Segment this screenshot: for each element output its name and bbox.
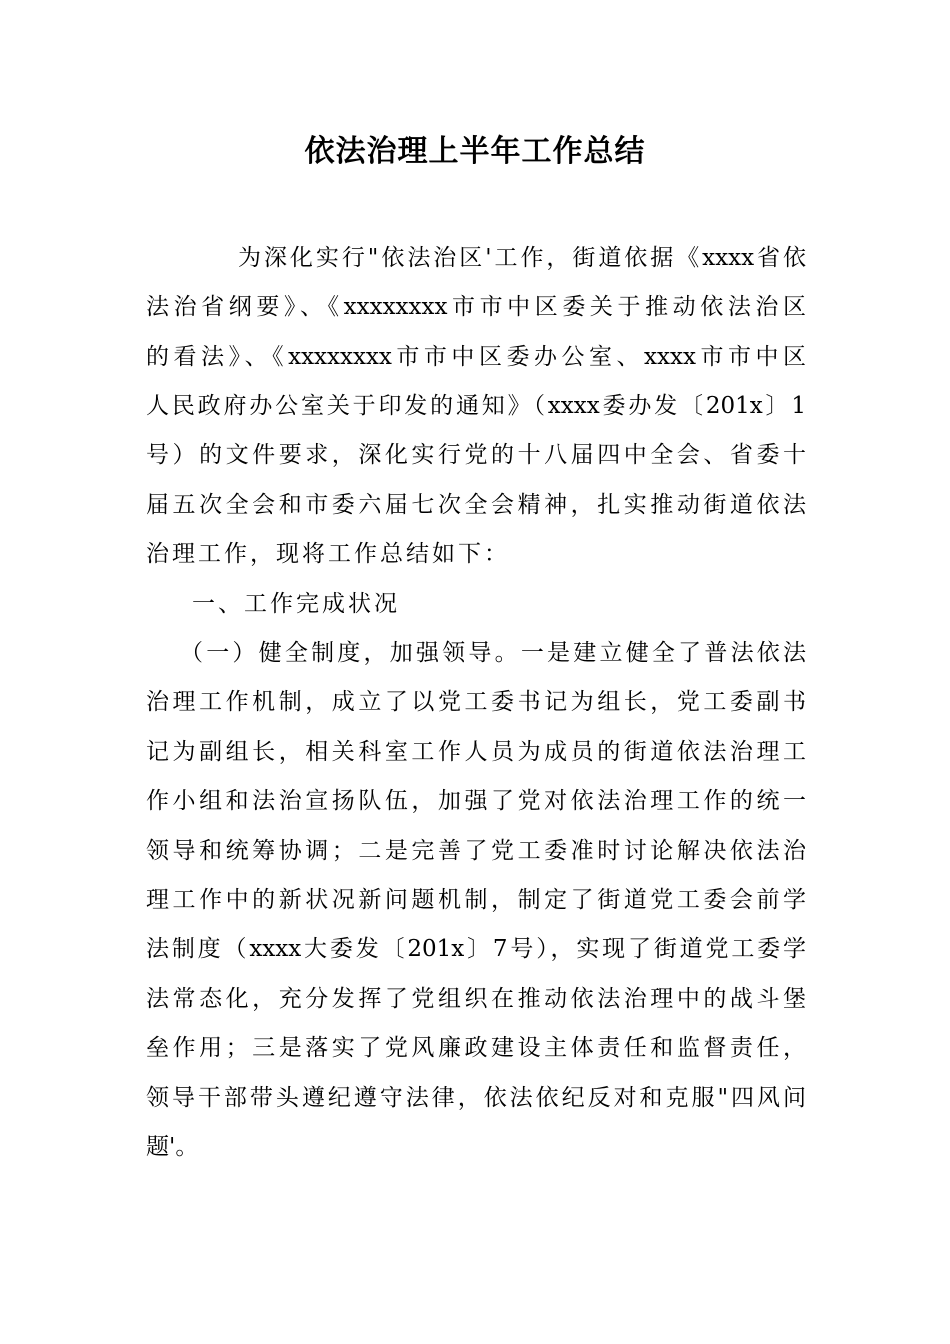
body-line: 理工作中的新状况新问题机制，制定了街道党工委会前学	[146, 887, 806, 913]
body-line: 法制度（xxxx大委发〔201x〕7号），实现了街道党工委学	[146, 936, 806, 962]
section-heading: 一、工作完成状况	[192, 591, 400, 617]
body-line: 垒作用；三是落实了党风廉政建设主体责任和监督责任，	[146, 1035, 806, 1061]
body-line: 法治省纲要》、《xxxxxxxx市市中区委关于推动依法治区	[146, 294, 806, 320]
body-line: 领导和统筹协调；二是完善了党工委准时讨论解决依法治	[146, 838, 806, 864]
body-line: 作小组和法治宣扬队伍，加强了党对依法治理工作的统一	[146, 788, 806, 814]
body-line: 题'。	[146, 1134, 199, 1160]
body-line: 届五次全会和市委六届七次全会精神，扎实推动街道依法	[146, 492, 806, 518]
body-line: 领导干部带头遵纪遵守法律，依法依纪反对和克服"四风问	[146, 1085, 806, 1111]
body-line: 记为副组长，相关科室工作人员为成员的街道依法治理工	[146, 739, 806, 765]
body-line: 为深化实行"依法治区'工作，街道依据《xxxx省依	[238, 245, 806, 271]
body-line: （一）健全制度，加强领导。一是建立健全了普法依法	[180, 640, 806, 666]
body-line: 人民政府办公室关于印发的通知》（xxxx委办发〔201x〕1	[146, 393, 806, 419]
body-line: 治理工作机制，成立了以党工委书记为组长，党工委副书	[146, 689, 806, 715]
body-line: 的看法》、《xxxxxxxx市市中区委办公室、xxxx市市中区	[146, 344, 806, 370]
body-line: 法常态化，充分发挥了党组织在推动依法治理中的战斗堡	[146, 986, 806, 1012]
document-title: 依法治理上半年工作总结	[304, 134, 646, 169]
body-line: 号）的文件要求，深化实行党的十八届四中全会、省委十	[146, 442, 806, 468]
body-line: 治理工作，现将工作总结如下：	[146, 541, 510, 567]
